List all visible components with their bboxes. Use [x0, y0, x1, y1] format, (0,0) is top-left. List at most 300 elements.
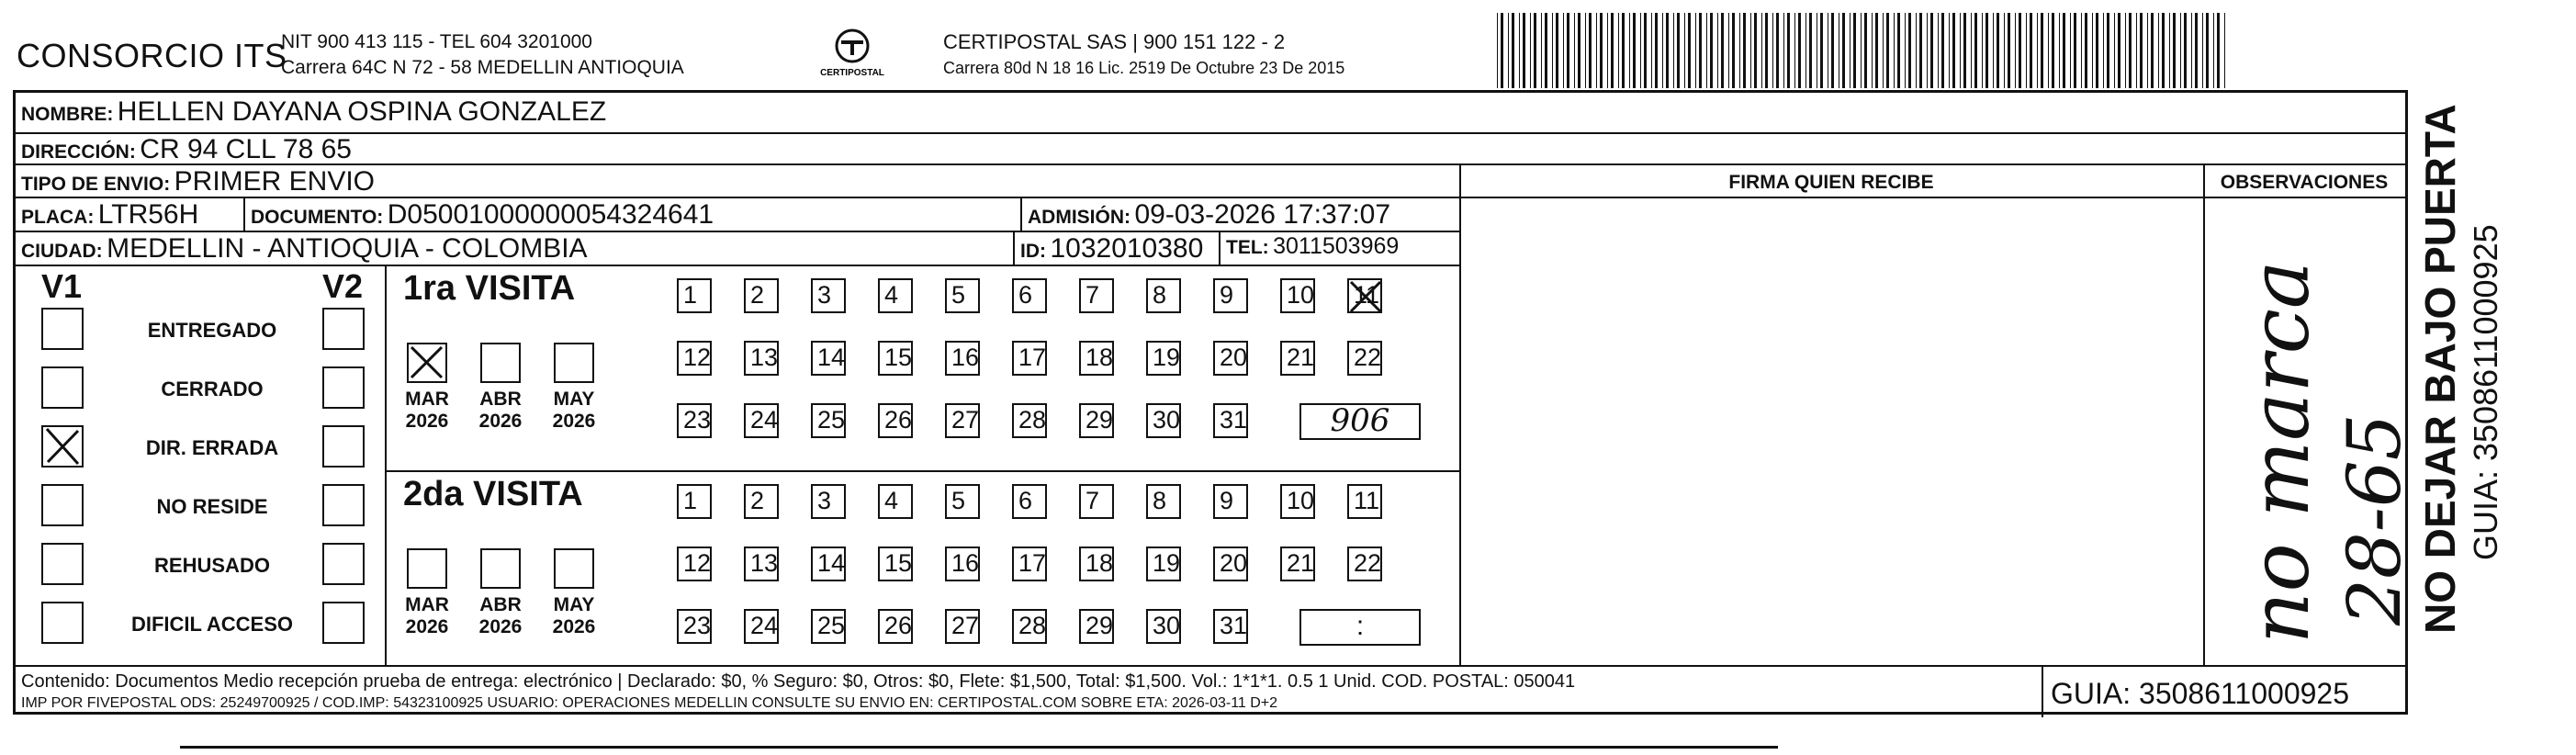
- admision-field: [1028, 199, 1390, 231]
- day-number: 15: [884, 549, 913, 577]
- day-number: 1: [683, 281, 698, 309]
- barcode-bar: [2074, 13, 2076, 88]
- barcode-bar: [1938, 13, 1939, 88]
- barcode-bar: [1739, 13, 1740, 88]
- visit-day-checkbox[interactable]: [1079, 547, 1114, 581]
- check-x-icon: [1349, 280, 1382, 313]
- day-number: 21: [1287, 344, 1315, 371]
- barcode-bar: [1905, 13, 1906, 88]
- visit-day-checkbox[interactable]: [811, 609, 846, 644]
- visit-day-checkbox[interactable]: [1079, 609, 1114, 644]
- status-v1-checkbox[interactable]: [41, 425, 84, 468]
- day-number: 5: [951, 487, 966, 514]
- barcode-bar: [1787, 13, 1790, 88]
- day-number: 25: [817, 406, 846, 434]
- day-number: 6: [1018, 487, 1033, 514]
- visit-day-checkbox[interactable]: [677, 609, 712, 644]
- firma-header: FIRMA QUIEN RECIBE: [1728, 172, 1934, 193]
- barcode-bar: [1673, 13, 1674, 88]
- barcode-bar: [1545, 13, 1547, 88]
- day-number: 27: [951, 406, 980, 434]
- visit-day-checkbox[interactable]: [744, 484, 779, 519]
- footer-content-line: Contenido: Documentos Medio recepción prueba de entrega: electrónico | Declarado: $0, % Seguro: $0, Otros: $0, Flete: $1,500, Total: $1,500. Vol.: 1*1*1. 0.5 1 Unid. COD. POSTAL: 050041: [21, 671, 1576, 692]
- documento-value: D05001000000054324641: [387, 199, 714, 230]
- visit-day-checkbox[interactable]: [677, 484, 712, 519]
- visit-day-checkbox[interactable]: [878, 609, 913, 644]
- barcode-bar: [2103, 13, 2104, 88]
- visit-month-checkbox[interactable]: [554, 343, 594, 383]
- status-v1-checkbox[interactable]: [41, 543, 84, 585]
- barcode-bar: [1743, 13, 1746, 88]
- visit-day-checkbox[interactable]: [1213, 609, 1248, 644]
- visit-time-placeholder: :: [1355, 611, 1365, 641]
- day-number: 19: [1153, 344, 1181, 371]
- day-number: 18: [1086, 344, 1114, 371]
- barcode-bar: [1563, 13, 1564, 88]
- day-number: 11: [1354, 487, 1380, 514]
- visit-day-checkbox[interactable]: [1213, 547, 1248, 581]
- tipo-envio-row: [21, 166, 375, 197]
- day-number: 19: [1153, 549, 1181, 577]
- day-number: 9: [1220, 487, 1234, 514]
- visit-day-checkbox[interactable]: [945, 278, 980, 313]
- visit-day-checkbox[interactable]: [744, 403, 779, 438]
- visit-day-checkbox[interactable]: [1012, 278, 1047, 313]
- day-number: 13: [750, 549, 779, 577]
- visit-title: 2da VISITA: [403, 475, 583, 513]
- bottom-divider: [180, 746, 1778, 749]
- ciudad-field: [21, 233, 588, 265]
- barcode-bar: [2184, 13, 2187, 88]
- visit-day-checkbox[interactable]: [1012, 484, 1047, 519]
- day-number: 30: [1153, 612, 1181, 639]
- barcode-bar: [1662, 13, 1663, 88]
- barcode-bar: [1684, 13, 1685, 88]
- barcode-bar: [1607, 13, 1608, 88]
- visit-day-checkbox[interactable]: [878, 547, 913, 581]
- month-year: 2026: [405, 616, 449, 637]
- barcode-bar: [1842, 13, 1845, 88]
- barcode-bar: [2125, 13, 2126, 88]
- barcode-bar: [1985, 13, 1988, 88]
- admision-value: 09-03-2026 17:37:07: [1134, 199, 1391, 230]
- check-x-icon: [43, 427, 81, 465]
- day-number: 10: [1287, 281, 1315, 309]
- visit-month-checkbox[interactable]: [480, 548, 521, 589]
- status-label: ENTREGADO: [147, 319, 277, 342]
- visit-day-checkbox[interactable]: [811, 484, 846, 519]
- day-number: 20: [1220, 549, 1248, 577]
- company-nit: NIT 900 413 115 - TEL 604 3201000: [281, 31, 592, 52]
- barcode-bar: [1552, 13, 1553, 88]
- visit-day-checkbox[interactable]: [1146, 403, 1181, 438]
- barcode-bar: [1872, 13, 1873, 88]
- status-v2-checkbox[interactable]: [322, 425, 365, 468]
- carrier-address: Carrera 80d N 18 16 Lic. 2519 De Octubre 23 De 2015: [943, 59, 1345, 77]
- barcode-bar: [2070, 13, 2071, 88]
- day-number: 3: [817, 487, 832, 514]
- barcode-bar: [2063, 13, 2065, 88]
- visit-day-checkbox[interactable]: [878, 403, 913, 438]
- visit-month-checkbox[interactable]: [554, 548, 594, 589]
- visit-day-checkbox[interactable]: [1079, 403, 1114, 438]
- visit-month-checkbox[interactable]: [480, 343, 521, 383]
- barcode-bar: [1908, 13, 1911, 88]
- barcode-bar: [1501, 13, 1503, 88]
- month-year: 2026: [552, 616, 596, 637]
- visit-day-checkbox[interactable]: [1347, 341, 1382, 376]
- barcode-bar: [1640, 13, 1641, 88]
- visit-month-label: [399, 594, 455, 638]
- barcode-bar: [2173, 13, 2176, 88]
- status-v1-checkbox[interactable]: [41, 484, 84, 526]
- day-number: 11: [1354, 281, 1380, 309]
- nombre-label: NOMBRE:: [21, 104, 114, 125]
- barcode-bar: [2158, 13, 2159, 88]
- barcode-bar: [1831, 13, 1834, 88]
- visit-day-checkbox[interactable]: [1347, 484, 1382, 519]
- barcode-bar: [1629, 13, 1630, 88]
- barcode-bar: [1982, 13, 1983, 88]
- barcode-icon: [1497, 13, 2227, 88]
- visit-day-checkbox[interactable]: [878, 341, 913, 376]
- barcode-bar: [1589, 13, 1592, 88]
- barcode-bar: [1883, 13, 1884, 88]
- barcode-bar: [1706, 13, 1707, 88]
- barcode-bar: [2059, 13, 2060, 88]
- barcode-bar: [2026, 13, 2027, 88]
- nombre-value: HELLEN DAYANA OSPINA GONZALEZ: [117, 96, 607, 127]
- visit-day-checkbox[interactable]: [945, 484, 980, 519]
- barcode-bar: [2107, 13, 2109, 88]
- check-x-icon: [409, 344, 444, 380]
- barcode-bar: [1721, 13, 1724, 88]
- direccion-row: [21, 134, 352, 165]
- barcode-bar: [2151, 13, 2154, 88]
- id-label: ID:: [1020, 241, 1046, 262]
- visit-day-checkbox[interactable]: [945, 609, 980, 644]
- placa-label: PLACA:: [21, 207, 95, 228]
- visit-day-checkbox[interactable]: [811, 278, 846, 313]
- day-number: 17: [1018, 549, 1047, 577]
- delivery-form: [13, 90, 2417, 715]
- barcode-bar: [2191, 13, 2192, 88]
- barcode-bar: [1993, 13, 1994, 88]
- visit-day-checkbox[interactable]: [1079, 484, 1114, 519]
- barcode-bar: [1618, 13, 1619, 88]
- visit-day-checkbox[interactable]: [744, 609, 779, 644]
- visit-day-checkbox[interactable]: [811, 547, 846, 581]
- barcode-bar: [1960, 13, 1961, 88]
- barcode-bar: [1728, 13, 1729, 88]
- visit-day-checkbox[interactable]: [1079, 278, 1114, 313]
- barcode-bar: [2202, 13, 2203, 88]
- barcode-bar: [1710, 13, 1713, 88]
- barcode-bar: [2162, 13, 2165, 88]
- barcode-bar: [1864, 13, 1867, 88]
- barcode-bar: [1894, 13, 1895, 88]
- day-number: 14: [817, 344, 846, 371]
- visit-day-checkbox[interactable]: [1280, 484, 1315, 519]
- barcode-bar: [1574, 13, 1575, 88]
- day-number: 5: [951, 281, 966, 309]
- barcode-bar: [1508, 13, 1509, 88]
- barcode-bar: [1717, 13, 1718, 88]
- status-v2-checkbox[interactable]: [322, 484, 365, 526]
- day-number: 24: [750, 612, 779, 639]
- month-name: ABR: [479, 389, 522, 410]
- day-number: 18: [1086, 549, 1114, 577]
- barcode-bar: [1651, 13, 1652, 88]
- day-number: 26: [884, 406, 913, 434]
- barcode-bar: [2085, 13, 2087, 88]
- barcode-bar: [1853, 13, 1856, 88]
- barcode-bar: [1930, 13, 1933, 88]
- footer-print-line: IMP POR FIVEPOSTAL ODS: 25249700925 / COD.IMP: 54323100925 USUARIO: OPERACIONES MEDELLIN CONSULTE SU ENVIO EN: CERTIPOSTAL.COM SOBRE ETA: 2026-03-11 D+2: [21, 695, 1278, 711]
- barcode-bar: [2008, 13, 2010, 88]
- barcode-bar: [1534, 13, 1536, 88]
- barcode-bar: [1963, 13, 1966, 88]
- day-number: 30: [1153, 406, 1181, 434]
- visit-month-checkbox[interactable]: [407, 548, 447, 589]
- placa-field: [21, 199, 198, 231]
- status-v2-checkbox[interactable]: [322, 308, 365, 350]
- barcode-bar: [1695, 13, 1696, 88]
- id-field: [1020, 233, 1203, 265]
- day-number: 4: [884, 281, 899, 309]
- day-number: 4: [884, 487, 899, 514]
- visit-day-checkbox[interactable]: [1146, 278, 1181, 313]
- visit-day-checkbox[interactable]: [1347, 278, 1382, 313]
- visit-month-label: [399, 389, 455, 433]
- direccion-value: CR 94 CLL 78 65: [140, 134, 352, 164]
- barcode-bar: [1512, 13, 1514, 88]
- tipo-envio-label: TIPO DE ENVIO:: [21, 174, 171, 195]
- visit-day-checkbox[interactable]: [1146, 547, 1181, 581]
- visit-day-checkbox[interactable]: [945, 341, 980, 376]
- visit-day-checkbox[interactable]: [1012, 403, 1047, 438]
- documento-label: DOCUMENTO:: [251, 207, 384, 228]
- ciudad-label: CIUDAD:: [21, 241, 103, 262]
- visit-day-checkbox[interactable]: [1012, 547, 1047, 581]
- v2-header: V2: [322, 267, 364, 305]
- visit-day-checkbox[interactable]: [1280, 278, 1315, 313]
- barcode-bar: [2180, 13, 2181, 88]
- barcode-bar: [1541, 13, 1542, 88]
- ciudad-value: MEDELLIN - ANTIOQUIA - COLOMBIA: [107, 233, 588, 264]
- barcode-bar: [1997, 13, 1999, 88]
- carrier-name: CERTIPOSTAL SAS | 900 151 122 - 2: [943, 30, 1286, 53]
- barcode-bar: [1916, 13, 1917, 88]
- day-number: 7: [1086, 487, 1100, 514]
- barcode-bar: [1974, 13, 1977, 88]
- barcode-bar: [2217, 13, 2220, 88]
- status-v1-checkbox[interactable]: [41, 602, 84, 644]
- day-number: 23: [683, 406, 712, 434]
- day-number: 12: [683, 344, 712, 371]
- barcode-bar: [2195, 13, 2198, 88]
- barcode-bar: [1805, 13, 1806, 88]
- barcode-bar: [1622, 13, 1625, 88]
- visit-month-label: [473, 594, 528, 638]
- day-number: 14: [817, 549, 846, 577]
- barcode-bar: [1809, 13, 1812, 88]
- barcode-bar: [1886, 13, 1889, 88]
- day-number: 31: [1220, 612, 1248, 639]
- month-name: MAR: [405, 594, 449, 615]
- barcode-bar: [1820, 13, 1823, 88]
- status-v2-checkbox[interactable]: [322, 543, 365, 585]
- barcode-bar: [2118, 13, 2120, 88]
- day-number: 6: [1018, 281, 1033, 309]
- visit-day-checkbox[interactable]: [1146, 484, 1181, 519]
- visit-month-label: [473, 389, 528, 433]
- barcode-bar: [1949, 13, 1950, 88]
- month-name: ABR: [479, 594, 522, 615]
- barcode-bar: [1897, 13, 1900, 88]
- status-v2-checkbox[interactable]: [322, 366, 365, 409]
- barcode-bar: [1655, 13, 1658, 88]
- barcode-bar: [1798, 13, 1801, 88]
- barcode-bar: [2129, 13, 2132, 88]
- day-number: 16: [951, 344, 980, 371]
- visit-day-checkbox[interactable]: [1213, 403, 1248, 438]
- day-number: 3: [817, 281, 832, 309]
- status-label: REHUSADO: [154, 554, 270, 577]
- visit-day-checkbox[interactable]: [1012, 341, 1047, 376]
- visit-day-checkbox[interactable]: [677, 547, 712, 581]
- status-v1-checkbox[interactable]: [41, 308, 84, 350]
- barcode-bar: [1530, 13, 1531, 88]
- status-label: DIR. ERRADA: [145, 436, 279, 459]
- day-number: 13: [750, 344, 779, 371]
- barcode-bar: [2224, 13, 2225, 88]
- admision-label: ADMISIÓN:: [1028, 207, 1131, 228]
- barcode-bar: [1875, 13, 1878, 88]
- visit-day-checkbox[interactable]: [811, 341, 846, 376]
- barcode-bar: [1699, 13, 1702, 88]
- visit-day-checkbox[interactable]: [677, 341, 712, 376]
- day-number: 24: [750, 406, 779, 434]
- visit-day-checkbox[interactable]: [1146, 609, 1181, 644]
- visit-time-field[interactable]: [1299, 609, 1421, 646]
- barcode-bar: [1523, 13, 1525, 88]
- barcode-bar: [1732, 13, 1735, 88]
- status-v1-checkbox[interactable]: [41, 366, 84, 409]
- visit-day-checkbox[interactable]: [677, 403, 712, 438]
- visit-day-checkbox[interactable]: [677, 278, 712, 313]
- barcode-bar: [2019, 13, 2021, 88]
- barcode-bar: [1794, 13, 1795, 88]
- carrier-logo-text: CERTIPOSTAL: [820, 68, 884, 78]
- status-label: DIFICIL ACCESO: [130, 613, 293, 636]
- barcode-bar: [2004, 13, 2005, 88]
- visit-day-checkbox[interactable]: [1213, 341, 1248, 376]
- barcode-bar: [1611, 13, 1614, 88]
- visit-day-checkbox[interactable]: [878, 278, 913, 313]
- observaciones-handwriting-line2: 28-65: [2332, 413, 2417, 625]
- barcode-bar: [1567, 13, 1569, 88]
- barcode-bar: [1765, 13, 1768, 88]
- visit-day-checkbox[interactable]: [744, 547, 779, 581]
- visit-day-checkbox[interactable]: [1079, 341, 1114, 376]
- month-year: 2026: [405, 411, 449, 432]
- barcode-bar: [2136, 13, 2137, 88]
- barcode-bar: [2114, 13, 2115, 88]
- barcode-bar: [2041, 13, 2043, 88]
- barcode-bar: [1585, 13, 1586, 88]
- day-number: 31: [1220, 406, 1248, 434]
- visit-time-field[interactable]: [1299, 403, 1421, 440]
- barcode-bar: [1952, 13, 1955, 88]
- day-number: 29: [1086, 406, 1114, 434]
- visit-month-label: [546, 389, 602, 433]
- barcode-bar: [1666, 13, 1669, 88]
- barcode-bar: [1596, 13, 1597, 88]
- barcode-bar: [1941, 13, 1944, 88]
- barcode-bar: [1688, 13, 1691, 88]
- barcode-bar: [1600, 13, 1603, 88]
- barcode-bar: [1497, 13, 1498, 88]
- observaciones-handwriting-line1: no marca: [2233, 260, 2327, 644]
- day-number: 29: [1086, 612, 1114, 639]
- visit-day-checkbox[interactable]: [744, 278, 779, 313]
- month-year: 2026: [478, 616, 523, 637]
- no-dejar-bajo-puerta: NO DEJAR BAJO PUERTA: [2416, 104, 2464, 634]
- company-name: CONSORCIO ITS: [17, 37, 287, 74]
- month-name: MAR: [405, 389, 449, 410]
- barcode-bar: [1677, 13, 1680, 88]
- visit-time-handwriting: 906: [1330, 402, 1390, 439]
- visit-day-checkbox[interactable]: [1280, 341, 1315, 376]
- day-number: 2: [750, 281, 765, 309]
- visit-day-checkbox[interactable]: [1213, 484, 1248, 519]
- barcode-bar: [2140, 13, 2143, 88]
- barcode-bar: [2052, 13, 2054, 88]
- day-number: 9: [1220, 281, 1234, 309]
- day-number: 28: [1018, 612, 1047, 639]
- barcode-bar: [1776, 13, 1779, 88]
- month-year: 2026: [552, 411, 596, 432]
- placa-value: LTR56H: [97, 199, 199, 230]
- visit-day-checkbox[interactable]: [1213, 278, 1248, 313]
- visit-day-checkbox[interactable]: [1347, 547, 1382, 581]
- company-address: Carrera 64C N 72 - 58 MEDELLIN ANTIOQUIA: [281, 57, 684, 78]
- day-number: 27: [951, 612, 980, 639]
- day-number: 8: [1153, 487, 1167, 514]
- status-v2-checkbox[interactable]: [322, 602, 365, 644]
- day-number: 17: [1018, 344, 1047, 371]
- visit-month-checkbox[interactable]: [407, 343, 447, 383]
- visit-day-checkbox[interactable]: [1012, 609, 1047, 644]
- status-label: NO RESIDE: [156, 495, 268, 518]
- barcode-bar: [2213, 13, 2214, 88]
- documento-field: [251, 199, 714, 231]
- visit-day-checkbox[interactable]: [1280, 547, 1315, 581]
- visit-day-checkbox[interactable]: [744, 341, 779, 376]
- barcode-bar: [1783, 13, 1784, 88]
- visit-day-checkbox[interactable]: [878, 484, 913, 519]
- visit-day-checkbox[interactable]: [811, 403, 846, 438]
- month-name: MAY: [553, 594, 595, 615]
- barcode-bar: [1772, 13, 1773, 88]
- day-number: 22: [1354, 344, 1382, 371]
- visit-day-checkbox[interactable]: [945, 403, 980, 438]
- day-number: 10: [1287, 487, 1315, 514]
- visit-day-checkbox[interactable]: [945, 547, 980, 581]
- barcode-bar: [1927, 13, 1928, 88]
- visit-day-checkbox[interactable]: [1146, 341, 1181, 376]
